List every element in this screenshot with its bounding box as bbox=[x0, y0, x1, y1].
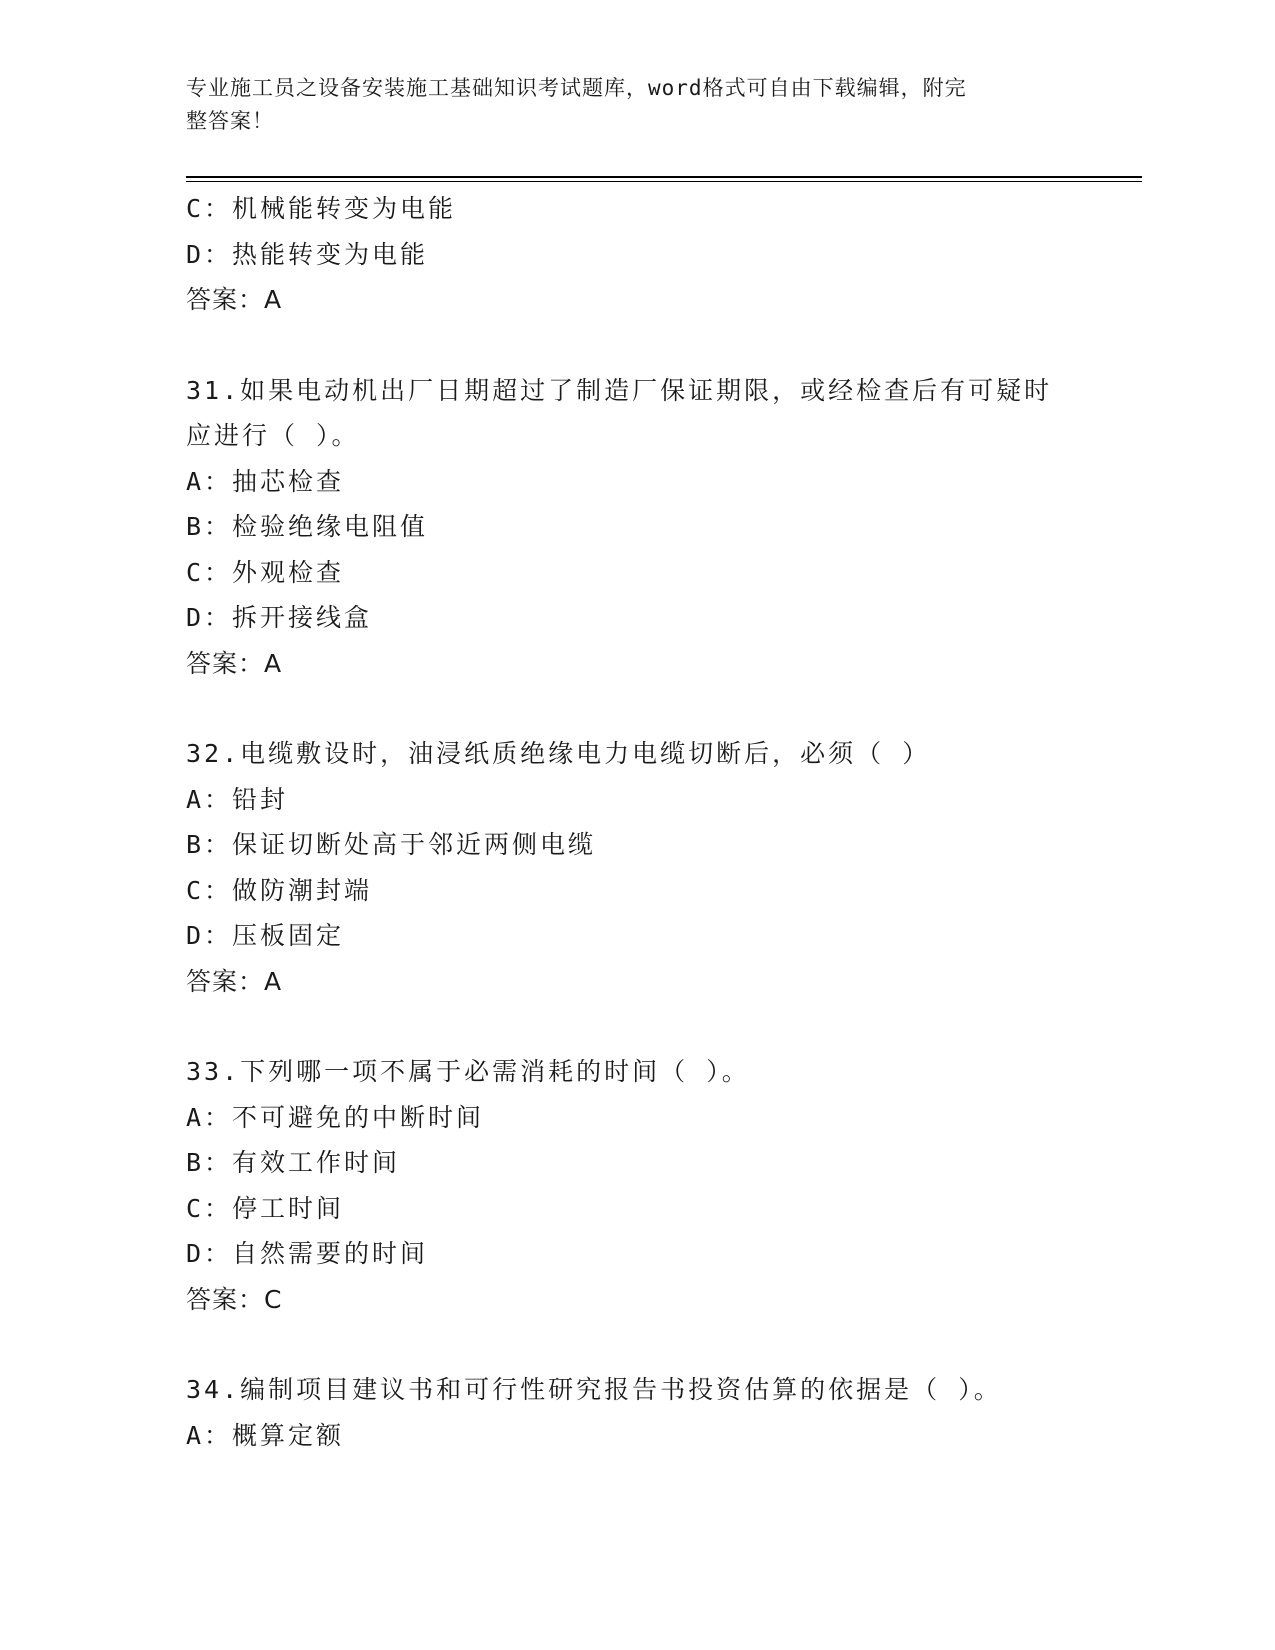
option-c: C：外观检查 bbox=[186, 557, 345, 587]
question-30-continued bbox=[186, 186, 1086, 323]
answer: 答案：C bbox=[186, 1284, 283, 1314]
option-d: D：拆开接线盒 bbox=[186, 603, 373, 632]
question-stem: 34.编制项目建议书和可行性研究报告书投资估算的依据是（ ）。 bbox=[186, 1375, 1002, 1404]
header-line-1: 专业施工员之设备安装施工基础知识考试题库，word格式可自由下载编辑，附完 bbox=[186, 76, 967, 100]
spacer bbox=[186, 1004, 1086, 1049]
question-stem-cont: 应进行（ ）。 bbox=[186, 421, 360, 450]
answer: 答案：A bbox=[186, 285, 283, 314]
option-a: A：铅封 bbox=[186, 784, 289, 814]
question-stem: 32.电缆敷设时，油浸纸质绝缘电力电缆切断后，必须（ ） bbox=[186, 739, 931, 768]
option-c: C：机械能转变为电能 bbox=[186, 194, 457, 223]
question-31 bbox=[186, 368, 1086, 687]
question-33 bbox=[186, 1049, 1086, 1322]
question-stem: 33.下列哪一项不属于必需消耗的时间（ ）。 bbox=[186, 1057, 750, 1086]
question-list bbox=[186, 186, 1086, 1458]
option-d: D：自然需要的时间 bbox=[186, 1239, 429, 1268]
option-c: C：停工时间 bbox=[186, 1193, 345, 1223]
spacer bbox=[186, 1322, 1086, 1367]
header-line-2: 整答案！ bbox=[186, 109, 274, 133]
answer: 答案：A bbox=[186, 648, 283, 678]
question-stem: 31.如果电动机出厂日期超过了制造厂保证期限，或经检查后有可疑时 bbox=[186, 375, 1053, 405]
option-b: B：保证切断处高于邻近两侧电缆 bbox=[186, 830, 597, 859]
question-34 bbox=[186, 1367, 1086, 1458]
option-b: B：有效工作时间 bbox=[186, 1148, 401, 1177]
option-b: B：检验绝缘电阻值 bbox=[186, 512, 429, 541]
header-rule-thick bbox=[186, 176, 1142, 178]
question-32 bbox=[186, 731, 1086, 1004]
option-d: D：压板固定 bbox=[186, 921, 345, 950]
option-d: D：热能转变为电能 bbox=[186, 239, 429, 269]
spacer bbox=[186, 323, 1086, 368]
spacer bbox=[186, 686, 1086, 731]
option-a: A：抽芯检查 bbox=[186, 466, 345, 496]
option-a: A：不可避免的中断时间 bbox=[186, 1102, 485, 1132]
answer: 答案：A bbox=[186, 966, 283, 996]
option-a: A：概算定额 bbox=[186, 1420, 345, 1450]
document-header bbox=[186, 72, 1066, 138]
option-c: C：做防潮封端 bbox=[186, 875, 373, 905]
header-rule-thin bbox=[186, 181, 1142, 182]
